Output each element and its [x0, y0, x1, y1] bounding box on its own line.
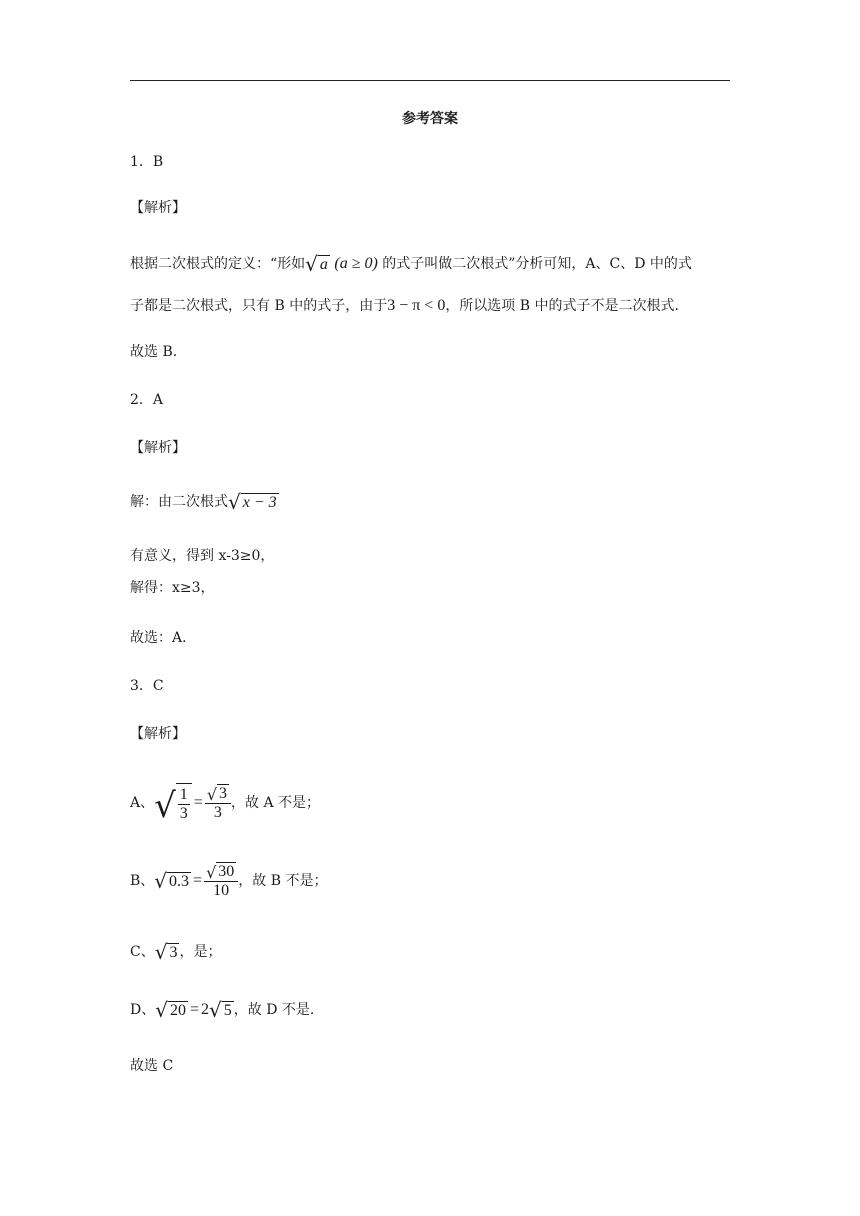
- sqrt-one-third: √ $\frac{1}{3}$: [154, 783, 192, 823]
- a-result-fraction: √ 3 3: [205, 784, 231, 822]
- page-title: 参考答案: [402, 111, 458, 127]
- q1-inequality: 3 − π < 0: [387, 297, 446, 314]
- q2-answer: 2．A: [130, 392, 164, 408]
- q3-option-a: A、 √ $\frac{1}{3}$ = √ 3 3 ，故 A 不是；: [130, 785, 321, 826]
- sqrt-20: √ 20: [155, 998, 186, 1022]
- sqrt-0-3: √ 0.3: [154, 869, 190, 893]
- q2-line-3: 解得：x≥3，: [130, 580, 215, 596]
- q3-answer: 3．C: [130, 678, 164, 694]
- q2-analysis-tag: 【解析】: [130, 440, 186, 456]
- q2-line-2: 有意义，得到 x-3≥0，: [130, 548, 275, 564]
- q1-condition: (a ≥ 0): [334, 255, 378, 272]
- sqrt-5: √ 5: [209, 998, 232, 1022]
- q1-line-2: 子都是二次根式，只有 B 中的式子，由于3 − π < 0，所以选项 B 中的式子不是二次根式.: [130, 297, 679, 314]
- q3-option-b: B、 √ 0.3 = √ 30 10 ，故 B 不是；: [130, 863, 328, 899]
- q3-option-c: C、 √ 3 ，是；: [130, 940, 222, 964]
- q1-answer: 1．B: [130, 154, 164, 170]
- q2-line-1: 解：由二次根式 √ x − 3: [130, 490, 277, 514]
- b-result-fraction: √ 30 10: [204, 862, 238, 900]
- q3-option-d: D、 √ 20 = 2 √ 5 ，故 D 不是.: [130, 998, 315, 1022]
- q3-analysis-tag: 【解析】: [130, 726, 186, 742]
- q3-conclusion: 故选 C: [130, 1058, 174, 1074]
- sqrt-a: √ a: [305, 252, 328, 276]
- q1-analysis-tag: 【解析】: [130, 200, 186, 216]
- q2-conclusion: 故选：A．: [130, 630, 197, 646]
- q1-conclusion: 故选 B.: [130, 344, 178, 360]
- sqrt-x-minus-3: √ x − 3: [228, 490, 277, 514]
- sqrt-3: √ 3: [154, 940, 178, 964]
- q1-line-1: 根据二次根式的定义：“形如 √ a (a ≥ 0) 的式子叫做二次根式”分析可知，A、C、D 中的式: [130, 252, 692, 276]
- header-rule: [130, 80, 730, 81]
